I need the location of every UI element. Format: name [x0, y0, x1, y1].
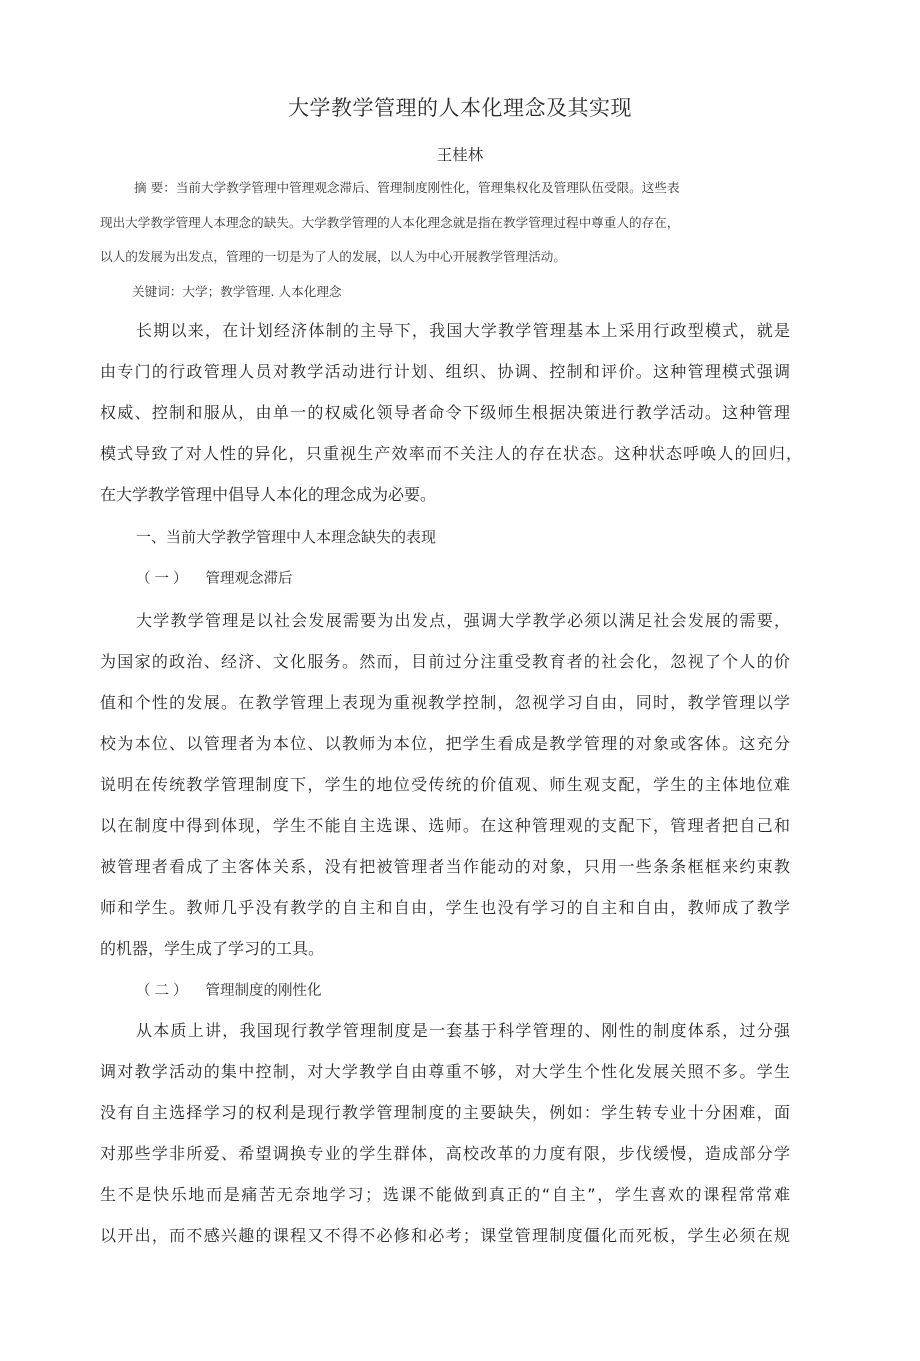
keywords: 关键词：大学；教学管理. 人本化理念: [132, 284, 342, 299]
paragraph-line: 值和个性的发展。在教学管理上表现为重视教学控制，忽视学习自由，同时，教学管理以学: [100, 693, 790, 712]
paragraph-line: 为国家的政治、经济、文化服务。然而，目前过分注重受教育者的社会化，忽视了个人的价: [100, 652, 790, 671]
paragraph-line: 师和学生。教师几乎没有教学的自主和自由，学生也没有学习的自主和自由，教师成了教学: [100, 898, 790, 917]
abstract-line: 以人的发展为出发点，管理的一切是为了人的发展，以人为中心开展教学管理活动。: [100, 249, 566, 264]
subsection-heading: [136, 564, 293, 594]
paragraph-line: 以开出，而不感兴趣的课程又不得不必修和必考；课堂管理制度僵化而死板，学生必须在规: [100, 1226, 790, 1245]
intro-line: 由专门的行政管理人员对教学活动进行计划、组织、协调、控制和评价。这种管理模式强调: [100, 362, 790, 381]
subsection-label: 管理观念滞后: [205, 571, 293, 587]
paragraph-line: 的机器，学生成了学习的工具。: [100, 939, 325, 958]
paragraph-line: 被管理者看成了主客体关系，没有把被管理者当作能动的对象，只用一些条条框框来约束教: [100, 857, 790, 876]
paragraph-line: 说明在传统教学管理制度下，学生的地位受传统的价值观、师生观支配，学生的主体地位难: [100, 775, 790, 794]
intro-line: 模式导致了对人性的异化，只重视生产效率而不关注人的存在状态。这种状态呼唤人的回归，: [100, 444, 802, 463]
section-heading: 一、当前大学教学管理中人本理念缺失的表现: [136, 528, 437, 546]
intro-line: 长期以来，在计划经济体制的主导下，我国大学教学管理基本上采用行政型模式，就是: [136, 321, 790, 340]
intro-line: 在大学教学管理中倡导人本化的理念成为必要。: [100, 485, 437, 504]
paragraph-line: 校为本位、以管理者为本位、以教师为本位，把学生看成是教学管理的对象或客体。这充分: [100, 734, 790, 753]
paragraph-line: 大学教学管理是以社会发展需要为出发点，强调大学教学必须以满足社会发展的需要，: [136, 611, 790, 630]
author-name: 王桂林: [436, 146, 484, 164]
intro-line: 权威、控制和服从，由单一的权威化领导者命令下级师生根据决策进行教学活动。这种管理: [100, 403, 790, 422]
subsection-heading: [136, 976, 322, 1006]
document-title: 大学教学管理的人本化理念及其实现: [288, 96, 632, 120]
paragraph-line: 以在制度中得到体现，学生不能自主选课、选师。在这种管理观的支配下，管理者把自己和: [100, 816, 790, 835]
subsection-label: 管理制度的刚性化: [205, 983, 322, 999]
paragraph-line: 对那些学非所爱、希望调换专业的学生群体，高校改革的力度有限，步伐缓慢，造成部分学: [100, 1144, 790, 1163]
abstract-line: 现出大学教学管理人本理念的缺失。大学教学管理的人本化理念就是指在教学管理过程中尊重人的存在，: [100, 215, 680, 230]
paragraph-line: 从本质上讲，我国现行教学管理制度是一套基于科学管理的、刚性的制度体系，过分强: [136, 1021, 790, 1040]
subsection-number: （二）: [136, 983, 192, 999]
paragraph-line: 生不是快乐地而是痛苦无奈地学习；选课不能做到真正的“自主”，学生喜欢的课程常常难: [100, 1185, 790, 1204]
abstract-line: 摘 要：当前大学教学管理中管理观念滞后、管理制度刚性化，管理集权化及管理队伍受限。这些表: [134, 180, 680, 195]
paragraph-line: 调对教学活动的集中控制，对大学教学自由尊重不够，对大学生个性化发展关照不多。学生: [100, 1062, 790, 1081]
subsection-number: （一）: [136, 571, 192, 587]
paragraph-line: 没有自主选择学习的权利是现行教学管理制度的主要缺失，例如：学生转专业十分困难，面: [100, 1103, 790, 1122]
